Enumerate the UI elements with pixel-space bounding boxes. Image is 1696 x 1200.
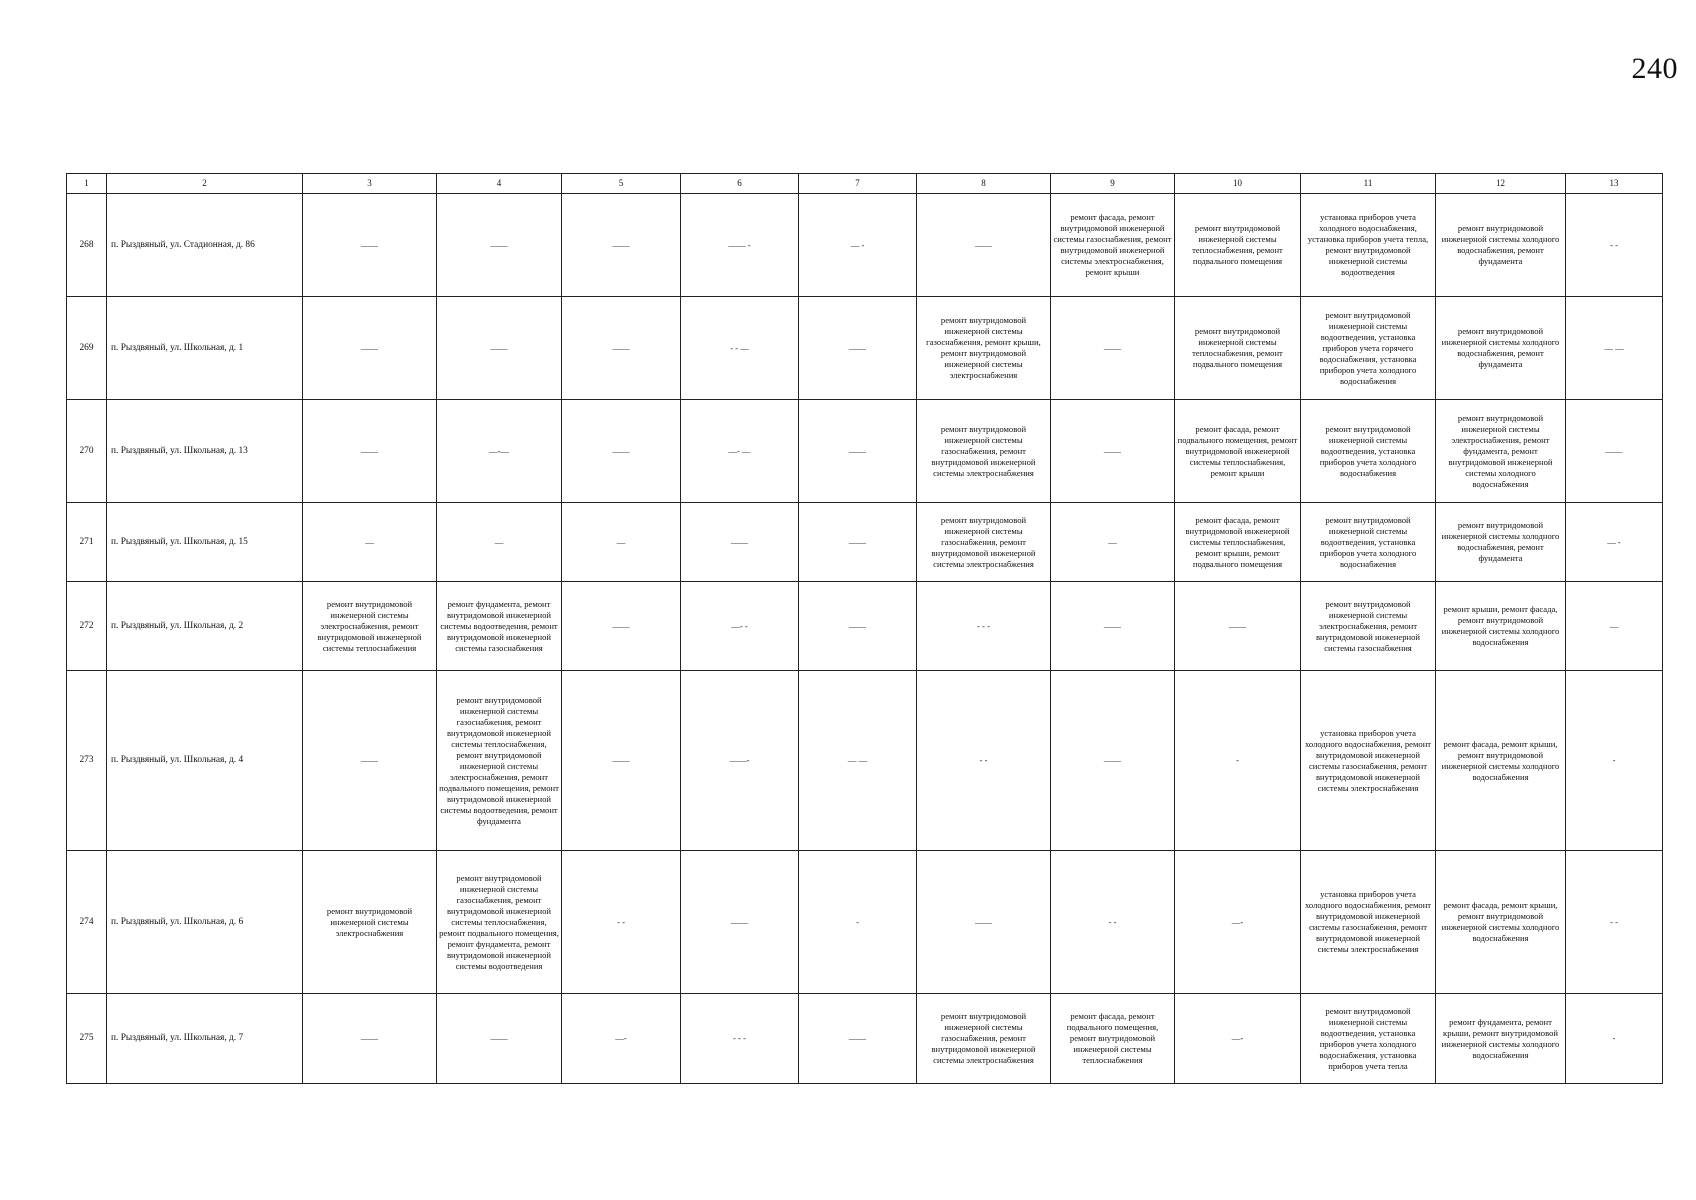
table-cell: —— [562,671,681,851]
table-cell: ремонт внутридомовой инженерной системы электроснабжения, ремонт внутридомовой инженерной системы газоснабжения [1301,582,1436,671]
table-row [67,297,1663,400]
table-cell: ремонт внутридомовой инженерной системы газоснабжения, ремонт внутридомовой инженерной системы теплоснабжения, ремонт подвального помещения, ремонт фундамента, ремонт внутридомовой инженерной системы водоотведения [437,851,562,994]
column-header: 3 [303,174,437,194]
table-cell: —— [303,994,437,1084]
row-number: 271 [67,503,107,582]
table-cell: — [1566,582,1663,671]
table-cell: ремонт крыши, ремонт фасада, ремонт внутридомовой инженерной системы холодного водоснабжения [1436,582,1566,671]
table-cell: —— [1051,671,1175,851]
table-cell: - - - [917,582,1051,671]
table-cell: ремонт внутридомовой инженерной системы водоотведения, установка приборов учета холодного водоснабжения, установка приборов учета тепла [1301,994,1436,1084]
address-cell: п. Рыздвяный, ул. Школьная, д. 4 [107,671,303,851]
column-header: 9 [1051,174,1175,194]
table-cell: - - [917,671,1051,851]
table-cell: —— [437,194,562,297]
table-cell: —— [1051,297,1175,400]
table-cell: — [437,503,562,582]
row-number: 274 [67,851,107,994]
table-cell: —— [1051,582,1175,671]
table-cell: установка приборов учета холодного водоснабжения, установка приборов учета тепла, ремонт внутридомовой инженерной системы водоотведения [1301,194,1436,297]
table-cell: ремонт внутридомовой инженерной системы газоснабжения, ремонт внутридомовой инженерной системы теплоснабжения, ремонт внутридомовой инженерной системы электроснабжения, ремонт подвального помещения, ремонт внутридомовой инженерной системы водоотведения, ремонт фундамента [437,671,562,851]
column-header: 6 [681,174,799,194]
column-header: 1 [67,174,107,194]
table-cell: - [1175,671,1301,851]
table-cell: —— [303,671,437,851]
table-cell: —— [437,297,562,400]
table-cell: —- [1175,994,1301,1084]
address-cell: п. Рыздвяный, ул. Школьная, д. 6 [107,851,303,994]
column-header: 10 [1175,174,1301,194]
column-header: 4 [437,174,562,194]
table-cell: ремонт внутридомовой инженерной системы водоотведения, установка приборов учета холодного водоснабжения [1301,503,1436,582]
table-cell: - - — [681,297,799,400]
table-cell: - - [1566,851,1663,994]
table-cell: - - [1566,194,1663,297]
table-cell: ремонт внутридомовой инженерной системы водоотведения, установка приборов учета холодного водоснабжения [1301,400,1436,503]
table-cell: ремонт внутридомовой инженерной системы теплоснабжения, ремонт подвального помещения [1175,194,1301,297]
column-header: 7 [799,174,917,194]
table-row [67,994,1663,1084]
table-cell: —-— [437,400,562,503]
table-cell: ремонт внутридомовой инженерной системы холодного водоснабжения, ремонт фундамента [1436,297,1566,400]
table-cell: ремонт фасада, ремонт внутридомовой инженерной системы газоснабжения, ремонт внутридомовой инженерной системы электроснабжения, ремонт крыши [1051,194,1175,297]
table-cell: ремонт фасада, ремонт внутридомовой инженерной системы теплоснабжения, ремонт крыши, ремонт подвального помещения [1175,503,1301,582]
table-cell: —- - [681,582,799,671]
table-cell: ремонт фасада, ремонт крыши, ремонт внутридомовой инженерной системы холодного водоснабжения [1436,851,1566,994]
table-row [67,582,1663,671]
table-cell: ремонт внутридомовой инженерной системы электроснабжения, ремонт фундамента, ремонт внутридомовой инженерной системы холодного водоснабжения [1436,400,1566,503]
table-cell: — [303,503,437,582]
address-cell: п. Рыздвяный, ул. Стадионная, д. 86 [107,194,303,297]
table-row [67,503,1663,582]
column-header: 11 [1301,174,1436,194]
address-cell: п. Рыздвяный, ул. Школьная, д. 13 [107,400,303,503]
table-cell: установка приборов учета холодного водоснабжения, ремонт внутридомовой инженерной системы газоснабжения, ремонт внутридомовой инженерной системы электроснабжения [1301,671,1436,851]
table-cell: ремонт внутридомовой инженерной системы электроснабжения, ремонт внутридомовой инженерной системы теплоснабжения [303,582,437,671]
column-header: 12 [1436,174,1566,194]
table-cell: ремонт фундамента, ремонт внутридомовой инженерной системы водоотведения, ремонт внутридомовой инженерной системы газоснабжения [437,582,562,671]
table-cell: — - [799,194,917,297]
table-cell: —— [681,503,799,582]
row-number: 272 [67,582,107,671]
row-number: 275 [67,994,107,1084]
table-cell: — — [1566,297,1663,400]
table-cell: —— [562,400,681,503]
row-number: 273 [67,671,107,851]
table-cell: —— [562,582,681,671]
table-row [67,671,1663,851]
table-cell: — - [1566,503,1663,582]
table-cell: - - [1051,851,1175,994]
column-header: 5 [562,174,681,194]
page-number: 240 [1631,52,1678,85]
table-row [67,194,1663,297]
table-cell: ремонт фасада, ремонт крыши, ремонт внутридомовой инженерной системы холодного водоснабжения [1436,671,1566,851]
table-cell: —— [681,851,799,994]
table-cell: - - - [681,994,799,1084]
table-cell: - [1566,994,1663,1084]
table-cell: ремонт внутридомовой инженерной системы газоснабжения, ремонт внутридомовой инженерной системы электроснабжения [917,503,1051,582]
table-cell: ——- [681,671,799,851]
row-number: 268 [67,194,107,297]
table-cell: — — [799,671,917,851]
address-cell: п. Рыздвяный, ул. Школьная, д. 7 [107,994,303,1084]
table-cell: —- — [681,400,799,503]
table-cell: —— [1566,400,1663,503]
table-cell: —— [562,297,681,400]
table-cell: —— [303,194,437,297]
table-cell: —— [799,994,917,1084]
table-cell: — [562,503,681,582]
address-cell: п. Рыздвяный, ул. Школьная, д. 15 [107,503,303,582]
table-cell: —— [799,400,917,503]
table-cell: ремонт внутридомовой инженерной системы электроснабжения [303,851,437,994]
table-cell: ремонт внутридомовой инженерной системы газоснабжения, ремонт внутридомовой инженерной системы электроснабжения [917,400,1051,503]
repair-schedule-table [66,173,1663,1084]
column-header: 8 [917,174,1051,194]
table-cell: —— [437,994,562,1084]
table-cell: установка приборов учета холодного водоснабжения, ремонт внутридомовой инженерной системы газоснабжения, ремонт внутридомовой инженерной системы электроснабжения [1301,851,1436,994]
table-cell: - [799,851,917,994]
table-cell: —— [917,851,1051,994]
table-row [67,851,1663,994]
table-cell: ремонт внутридомовой инженерной системы газоснабжения, ремонт внутридомовой инженерной системы электроснабжения [917,994,1051,1084]
table-cell: —— [799,582,917,671]
table-cell: —— [1051,400,1175,503]
table-cell: —— - [681,194,799,297]
table-cell: ремонт фасада, ремонт подвального помещения, ремонт внутридомовой инженерной системы теплоснабжения [1051,994,1175,1084]
table-cell: —— [1175,582,1301,671]
table-cell: —— [303,400,437,503]
column-number-row [67,174,1663,194]
table-cell: ремонт внутридомовой инженерной системы водоотведения, установка приборов учета горячего водоснабжения, установка приборов учета холодного водоснабжения [1301,297,1436,400]
table-cell: ремонт внутридомовой инженерной системы газоснабжения, ремонт крыши, ремонт внутридомовой инженерной системы электроснабжения [917,297,1051,400]
table-cell: - [1566,671,1663,851]
table-cell: ремонт фасада, ремонт подвального помещения, ремонт внутридомовой инженерной системы теплоснабжения, ремонт крыши [1175,400,1301,503]
table-cell: —— [799,297,917,400]
table-cell: ремонт внутридомовой инженерной системы холодного водоснабжения, ремонт фундамента [1436,503,1566,582]
table-cell: - - [562,851,681,994]
table-cell: ремонт внутридомовой инженерной системы холодного водоснабжения, ремонт фундамента [1436,194,1566,297]
row-number: 269 [67,297,107,400]
table-cell: ремонт фундамента, ремонт крыши, ремонт внутридомовой инженерной системы холодного водоснабжения [1436,994,1566,1084]
row-number: 270 [67,400,107,503]
table-cell: —— [303,297,437,400]
column-header: 2 [107,174,303,194]
table-cell: —- [1175,851,1301,994]
table-cell: — [1051,503,1175,582]
table-cell: ремонт внутридомовой инженерной системы теплоснабжения, ремонт подвального помещения [1175,297,1301,400]
address-cell: п. Рыздвяный, ул. Школьная, д. 1 [107,297,303,400]
column-header: 13 [1566,174,1663,194]
table-row [67,400,1663,503]
address-cell: п. Рыздвяный, ул. Школьная, д. 2 [107,582,303,671]
table-cell: —- [562,994,681,1084]
table-cell: —— [799,503,917,582]
table-cell: —— [917,194,1051,297]
table-cell: —— [562,194,681,297]
